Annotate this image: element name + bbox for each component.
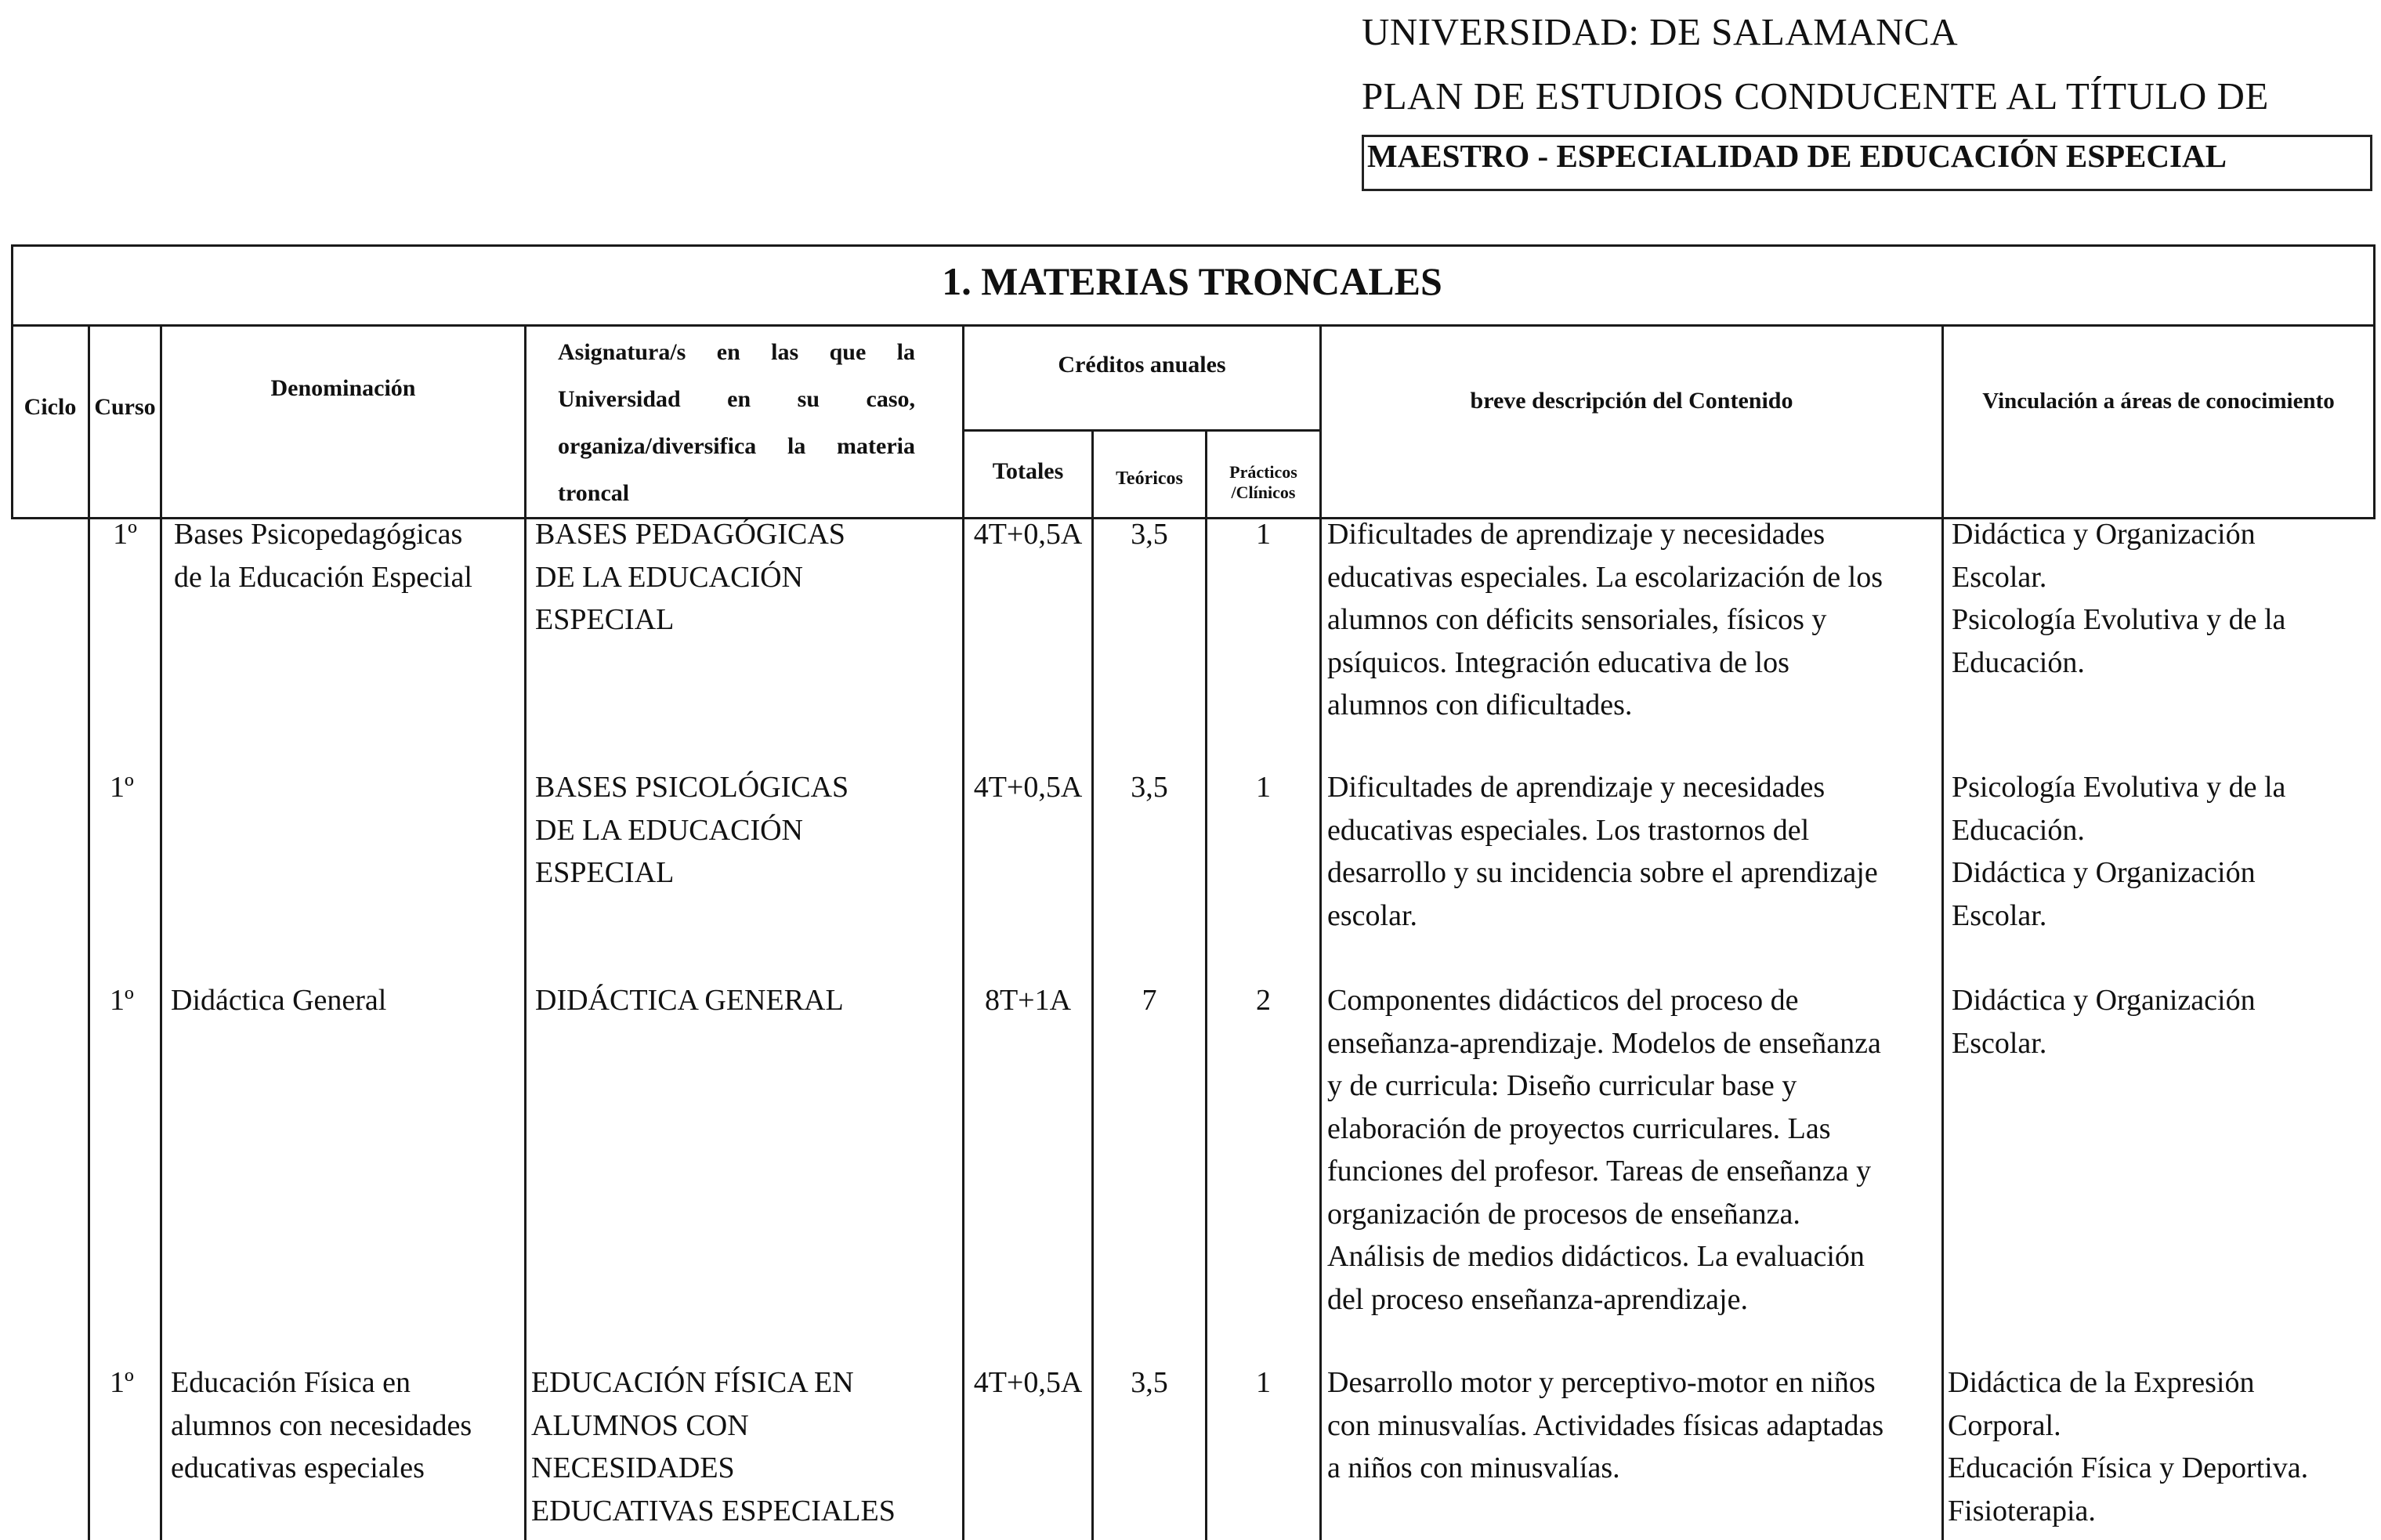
cell-descripcion: Dificultades de aprendizaje y necesidades educativas especiales. La escolarización de los alumnos con déficits sensoriales, físicos y psíquicos. Integración educativa de los alumnos con dificultades.: [1327, 518, 1883, 721]
cell-practicos: 1: [1256, 771, 1271, 804]
plan-label: PLAN DE ESTUDIOS CONDUCENTE AL TÍTULO DE: [1362, 74, 2269, 117]
cell-totales: 4T+0,5A: [973, 771, 1083, 804]
cell-asignatura: DIDÁCTICA GENERAL: [535, 984, 844, 1017]
degree-title-box: [1362, 135, 2372, 191]
cell-curso: 1º: [110, 771, 134, 804]
col-header-creditos: Créditos anuales: [1058, 352, 1226, 378]
cell-teoricos: 7: [1142, 984, 1157, 1017]
col-header-totales: Totales: [992, 458, 1064, 484]
cell-curso: 1º: [110, 984, 134, 1017]
col-header-asignatura: Asignatura/s en las que la Universidad en su caso, organiza/diversifica la materia troncal: [558, 339, 915, 506]
col-header-ciclo: Ciclo: [24, 394, 77, 420]
cell-curso: 1º: [113, 518, 137, 551]
cell-descripcion: Componentes didácticos del proceso de enseñanza-aprendizaje. Modelos de enseñanza y de curricula: Diseño curricular base y elaboración de proyectos curriculares. Las funciones del profesor. Tareas de enseñanza y organización de procesos de enseñanza. Análisis de medios didácticos. La evaluación del proceso enseñanza-aprendizaje.: [1327, 984, 1881, 1316]
cell-practicos: 2: [1256, 984, 1271, 1017]
university-label: UNIVERSIDAD: DE SALAMANCA: [1362, 10, 1959, 53]
cell-teoricos: 3,5: [1131, 518, 1168, 551]
cell-denominacion: Bases Psicopedagógicas de la Educación Especial: [174, 518, 472, 594]
cell-teoricos: 3,5: [1131, 1366, 1168, 1399]
cell-vinculacion: Psicología Evolutiva y de la Educación. Didáctica y Organización Escolar.: [1952, 771, 2286, 932]
cell-asignatura: EDUCACIÓN FÍSICA EN ALUMNOS CON NECESIDADES EDUCATIVAS ESPECIALES: [531, 1366, 896, 1527]
cell-totales: 4T+0,5A: [973, 518, 1083, 551]
cell-denominacion: Educación Física en alumnos con necesidades educativas especiales: [171, 1366, 472, 1484]
col-header-practicos: Prácticos /Clínicos: [1229, 462, 1297, 502]
col-header-curso: Curso: [94, 394, 156, 420]
col-header-vinculacion: Vinculación a áreas de conocimiento: [1982, 389, 2335, 414]
cell-totales: 8T+1A: [984, 984, 1072, 1017]
col-header-descripcion: breve descripción del Contenido: [1470, 388, 1793, 414]
cell-asignatura: BASES PSICOLÓGICAS DE LA EDUCACIÓN ESPECIAL: [535, 771, 849, 889]
cell-vinculacion: Didáctica y Organización Escolar.: [1952, 984, 2256, 1060]
cell-vinculacion: Didáctica de la Expresión Corporal. Educación Física y Deportiva. Fisioterapia.: [1948, 1366, 2309, 1527]
cell-practicos: 1: [1256, 518, 1271, 551]
cell-teoricos: 3,5: [1131, 771, 1168, 804]
cell-descripcion: Dificultades de aprendizaje y necesidades educativas especiales. Los trastornos del desarrollo y su incidencia sobre el aprendizaje escolar.: [1327, 771, 1878, 932]
cell-descripcion: Desarrollo motor y perceptivo-motor en niños con minusvalías. Actividades físicas adaptadas a niños con minusvalías.: [1327, 1366, 1884, 1484]
col-header-teoricos: Teóricos: [1116, 468, 1183, 489]
cell-totales: 4T+0,5A: [973, 1366, 1083, 1399]
cell-vinculacion: Didáctica y Organización Escolar. Psicología Evolutiva y de la Educación.: [1952, 518, 2286, 679]
cell-denominacion: Didáctica General: [171, 984, 387, 1017]
cell-practicos: 1: [1256, 1366, 1271, 1399]
degree-title: MAESTRO - ESPECIALIDAD DE EDUCACIÓN ESPECIAL: [1367, 138, 2227, 174]
cell-curso: 1º: [110, 1366, 134, 1399]
section-title: 1. MATERIAS TRONCALES: [942, 259, 1442, 303]
col-header-denominacion: Denominación: [270, 375, 416, 401]
cell-asignatura: BASES PEDAGÓGICAS DE LA EDUCACIÓN ESPECIAL: [535, 518, 845, 636]
